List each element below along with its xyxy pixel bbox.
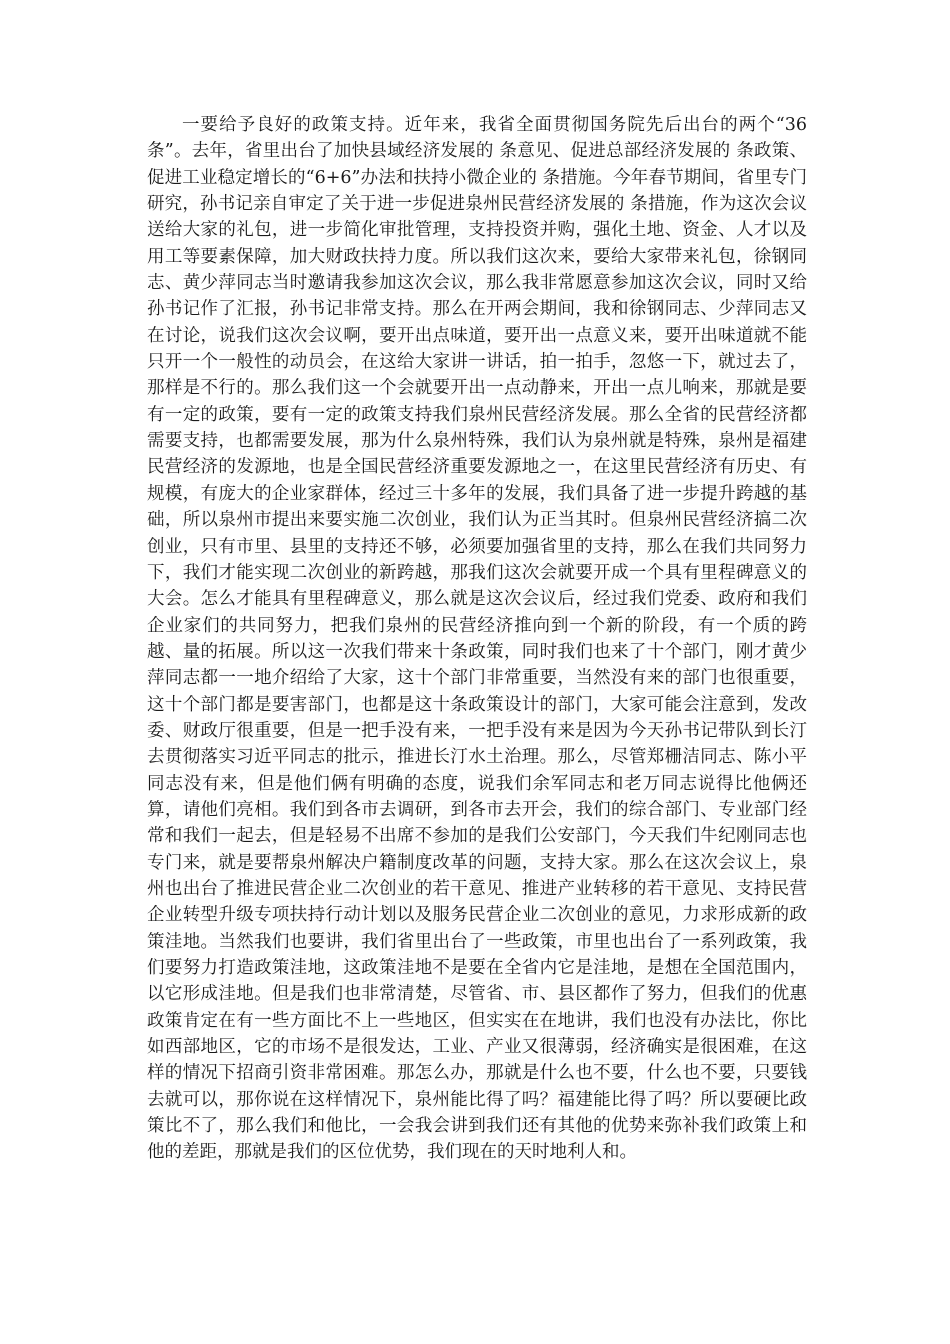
body-paragraph: 一要给予良好的政策支持。近年来，我省全面贯彻国务院先后出台的两个“36条”。去年，省里出台了加快县域经济发展的 条意见、促进总部经济发展的 条政策、促进工业稳定增长的“6+6”办法和扶持小微企业的 条措施。今年春节期间，省里专门研究，孙书记亲自审定了关于进一步促进泉州民营经济发展的 条措施，作为这次会议送给大家的礼包，进一步简化审批管理，支持投资并购，强化土地、资金、人才以及用工等要素保障，加大财政扶持力度。所以我们这次来，要给大家带来礼包，徐钢同志、黄少萍同志当时邀请我参加这次会议，那么我非常愿意参加这次会议，同时又给孙书记作了汇报，孙书记非常支持。那么在开两会期间，我和徐钢同志、少萍同志又在讨论，说我们这次会议啊，要开出点味道，要开出一点意义来，要开出味道就不能只开一个一般性的动员会，在这给大家讲一讲话，拍一拍手，忽悠一下，就过去了，那样是不行的。那么我们这一个会就要开出一点动静来，开出一点儿响来，那就是要有一定的政策，要有一定的政策支持我们泉州民营经济发展。那么全省的民营经济都需要支持，也都需要发展，那为什么泉州特殊，我们认为泉州就是特殊，泉州是福建民营经济的发源地，也是全国民营经济重要发源地之一，在这里民营经济有历史、有规模，有庞大的企业家群体，经过三十多年的发展，我们具备了进一步提升跨越的基础，所以泉州市提出来要实施二次创业，我们认为正当其时。但泉州民营经济搞二次创业，只有市里、县里的支持还不够，必须要加强省里的支持，那么在我们共同努力下，我们才能实现二次创业的新跨越，那我们这次会就要开成一个具有里程碑意义的大会。怎么才能具有里程碑意义，那么就是这次会议后，经过我们党委、政府和我们企业家们的共同努力，把我们泉州的民营经济推向到一个新的阶段，有一个质的跨越、量的拓展。所以这一次我们带来十条政策，同时我们也来了十个部门，刚才黄少萍同志都一一地介绍给了大家，这十个部门非常重要，当然没有来的部门也很重要，这十个部门都是要害部门，也都是这十条政策设计的部门，大家可能会注意到，发改委、财政厅很重要，但是一把手没有来，一把手没有来是因为今天孙书记带队到长汀去贯彻落实习近平同志的批示，推进长汀水土治理。那么，尽管郑栅洁同志、陈小平同志没有来，但是他们俩有明确的态度，说我们余军同志和老万同志说得比他俩还算，请他们亮相。我们到各市去调研，到各市去开会，我们的综合部门、专业部门经常和我们一起去，但是轻易不出席不参加的是我们公安部门，今天我们牛纪刚同志也专门来，就是要帮泉州解决户籍制度改革的问题，支持大家。那么在这次会议上，泉州也出台了推进民营企业二次创业的若干意见、推进产业转移的若干意见、支持民营企业转型升级专项扶持行动计划以及服务民营企业二次创业的意见，力求形成新的政策洼地。当然我们也要讲，我们省里出台了一些政策，市里也出台了一系列政策，我们要努力打造政策洼地，这政策洼地不是要在全省内它是洼地，是想在全国范围内，以它形成洼地。但是我们也非常清楚，尽管省、市、县区都作了努力，但我们的优惠政策肯定在有一些方面比不上一些地区，但实实在在地讲，我们也没有办法比，你比如西部地区，它的市场不是很发达，工业、产业又很薄弱，经济确实是很困难，在这样的情况下招商引资非常困难。那怎么办，那就是什么也不要，什么也不要，只要钱去就可以，那你说在这样情况下，泉州能比得了吗？福建能比得了吗？所以要硬比政策比不了，那么我们和他比，一会我会讲到我们还有其他的优势来弥补我们政策上和他的差距，那就是我们的区位优势，我们现在的天时地利人和。 <box>147 115 807 1163</box>
document-page <box>147 112 807 1166</box>
